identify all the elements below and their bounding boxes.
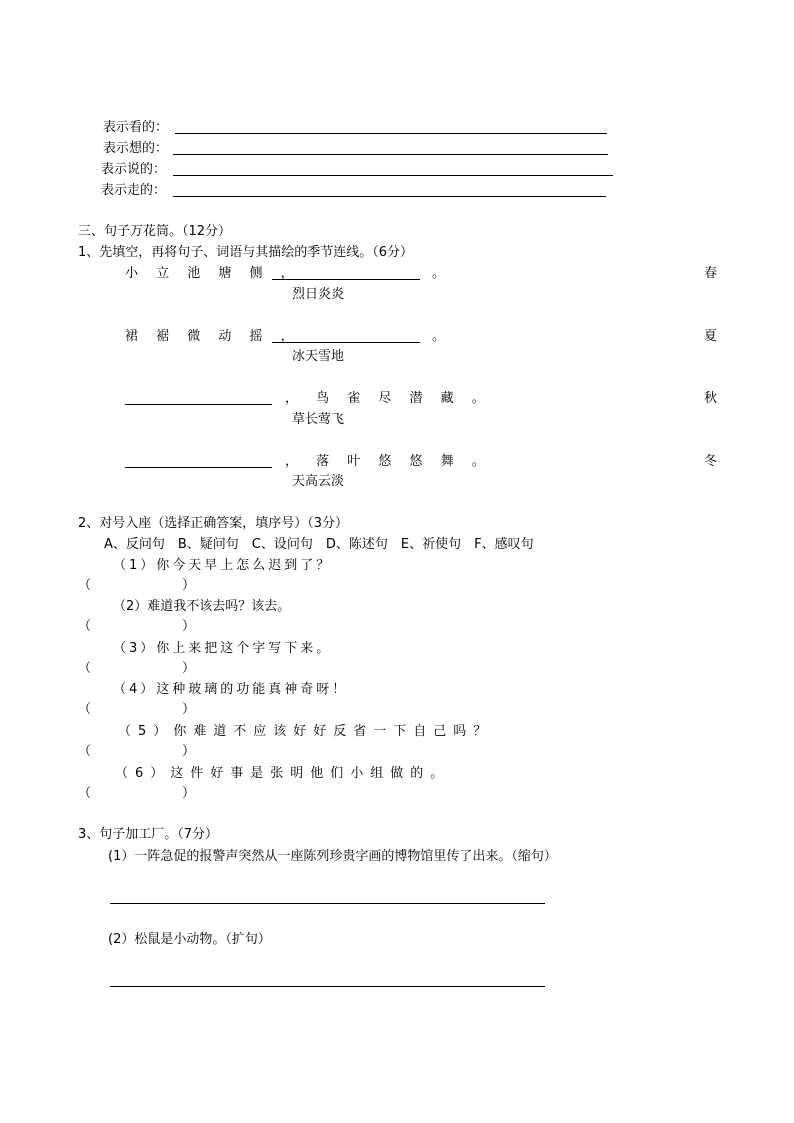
q1-season-2: 夏 xyxy=(704,329,718,344)
answer-line-say[interactable] xyxy=(173,175,613,176)
answer-line-look[interactable] xyxy=(175,133,607,134)
label-look: 表示看的： xyxy=(103,120,169,135)
q2-options: A、反问句 B、疑问句 C、设问句 D、陈述句 E、祈使句 F、感叹句 xyxy=(104,537,534,552)
q1-row3-blank[interactable] xyxy=(125,404,272,405)
answer-line-think[interactable] xyxy=(173,154,608,155)
q1-word-2: 冰天雪地 xyxy=(292,349,345,364)
q1-row1-end: 。 xyxy=(432,266,446,281)
q3-answer-line-1[interactable] xyxy=(110,903,545,904)
q2-item-2: （2）难道我不该去吗？该去。 xyxy=(113,599,291,614)
q2-item-5: （5）你难道不应该好好反省一下自己吗？ xyxy=(118,724,494,739)
q1-row2-text: 裙 裾 微 动 摇 ， xyxy=(125,329,301,344)
q2-item-3: （3）你上来把这个字写下来。 xyxy=(113,641,333,656)
answer-line-walk[interactable] xyxy=(173,196,606,197)
q1-title: 1、先填空，再将句子、词语与其描绘的季节连线。（6分） xyxy=(78,245,414,260)
q3-answer-line-2[interactable] xyxy=(110,986,545,987)
q2-item-4: （4）这种玻璃的功能真神奇呀！ xyxy=(113,682,349,697)
q2-item-6: （6）这件好事是张明他们小组做的。 xyxy=(115,766,451,781)
q1-word-4: 天高云淡 xyxy=(292,474,345,489)
q2-answer-5[interactable]: （ ） xyxy=(78,744,196,759)
label-say: 表示说的： xyxy=(101,162,167,177)
q3-item-1: (1）一阵急促的报警声突然从一座陈列珍贵字画的博物馆里传了出来。（缩句） xyxy=(108,849,557,864)
q2-answer-2[interactable]: （ ） xyxy=(78,619,196,634)
q1-word-3: 草长莺飞 xyxy=(292,412,345,427)
q1-row2-blank[interactable] xyxy=(272,342,420,343)
q1-row1-text: 小 立 池 塘 侧 ， xyxy=(125,266,301,281)
q2-answer-3[interactable]: （ ） xyxy=(78,661,196,676)
q1-row4-blank[interactable] xyxy=(125,467,272,468)
q1-row4-text: ， 落 叶 悠 悠 舞 。 xyxy=(285,454,492,469)
q2-item-1: （1）你今天早上怎么迟到了？ xyxy=(113,558,333,573)
q1-row2-end: 。 xyxy=(432,329,446,344)
q2-answer-1[interactable]: （ ） xyxy=(78,578,196,593)
q2-answer-6[interactable]: （ ） xyxy=(78,786,196,801)
q1-season-4: 冬 xyxy=(704,454,718,469)
label-walk: 表示走的： xyxy=(101,183,167,198)
q3-item-2: (2）松鼠是小动物。（扩句） xyxy=(108,932,271,947)
q2-title: 2、对号入座（选择正确答案，填序号）（3分） xyxy=(78,516,349,531)
label-think: 表示想的： xyxy=(103,141,169,156)
q1-season-3: 秋 xyxy=(704,391,718,406)
section-title: 三、句子万花筒。（12分） xyxy=(78,224,232,239)
q3-title: 3、句子加工厂。（7分） xyxy=(78,827,219,842)
q1-row1-blank[interactable] xyxy=(272,279,420,280)
q1-season-1: 春 xyxy=(704,266,718,281)
q2-answer-4[interactable]: （ ） xyxy=(78,702,196,717)
q1-word-1: 烈日炎炎 xyxy=(292,287,345,302)
q1-row3-text: ， 鸟 雀 尽 潜 藏 。 xyxy=(285,391,492,406)
